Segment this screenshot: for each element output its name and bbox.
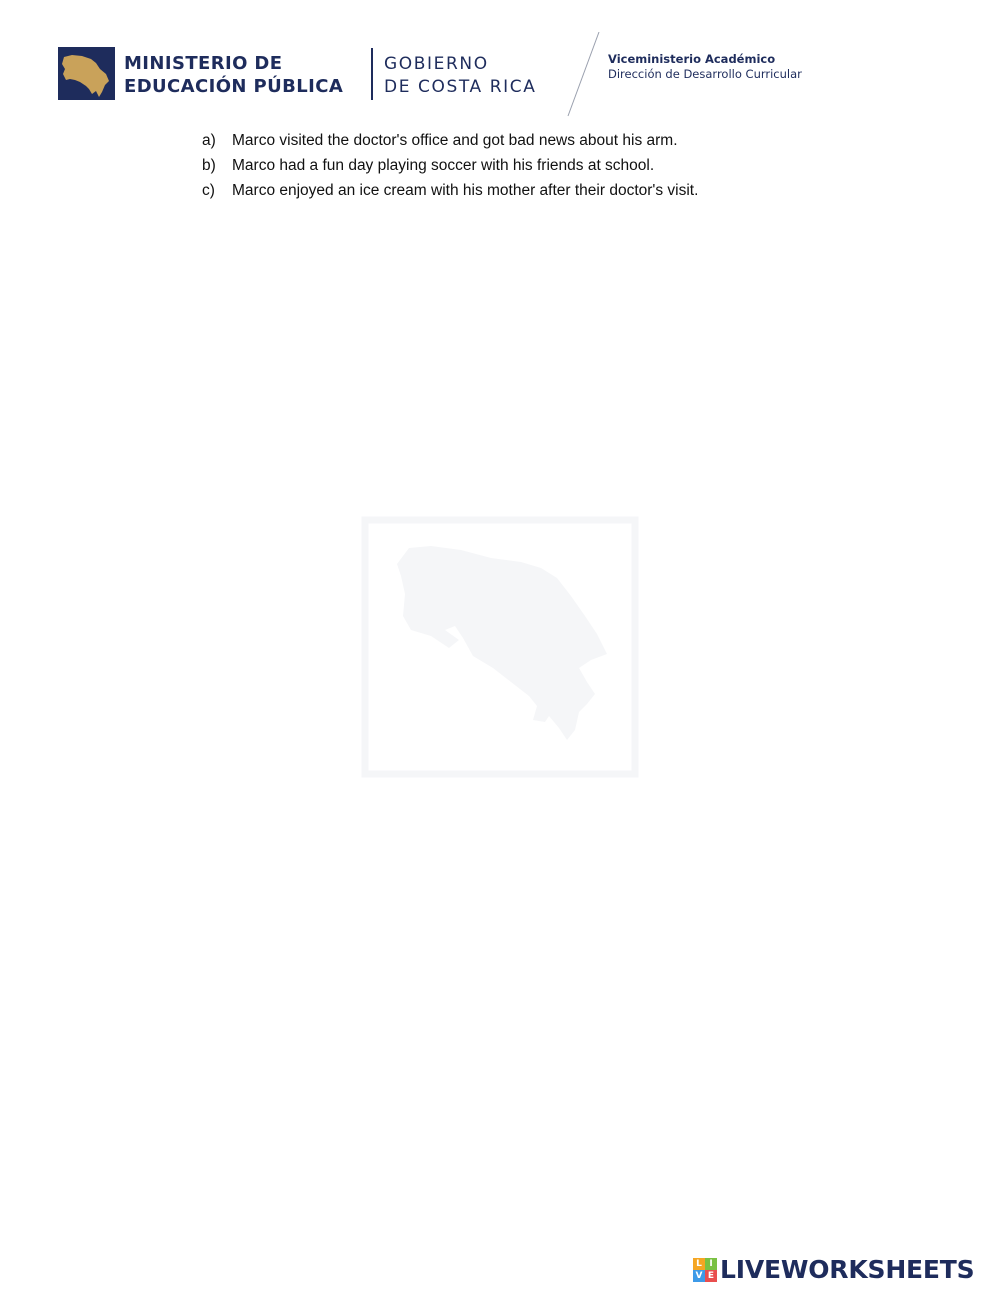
ministry-name bbox=[124, 52, 343, 98]
option-marker: a) bbox=[202, 132, 216, 149]
vice-ministry-title: Viceministerio Académico bbox=[608, 52, 776, 66]
logo-tile: L bbox=[693, 1258, 705, 1270]
option-c bbox=[202, 178, 698, 203]
option-marker: c) bbox=[202, 182, 215, 199]
option-text: Marco had a fun day playing soccer with his friends at school. bbox=[232, 157, 655, 174]
option-marker: b) bbox=[202, 157, 216, 174]
ministry-line-2: EDUCACIÓN PÚBLICA bbox=[124, 76, 344, 97]
liveworksheets-logo-icon bbox=[693, 1258, 717, 1282]
answer-options-list bbox=[202, 128, 698, 203]
costa-rica-map-icon bbox=[58, 47, 115, 100]
header-divider bbox=[371, 48, 373, 100]
header-slash-divider bbox=[566, 32, 602, 118]
logo-tile: V bbox=[693, 1270, 705, 1282]
government-line-1: GOBIERNO bbox=[384, 54, 489, 74]
curriculum-direction: Dirección de Desarrollo Curricular bbox=[608, 67, 802, 81]
option-text: Marco visited the doctor's office and got bad news about his arm. bbox=[232, 132, 678, 149]
logo-tile: I bbox=[705, 1258, 717, 1270]
liveworksheets-brand bbox=[693, 1255, 974, 1285]
costa-rica-map-watermark bbox=[361, 516, 639, 778]
option-b bbox=[202, 153, 698, 178]
vice-ministry-block bbox=[608, 52, 802, 82]
document-header bbox=[0, 0, 1000, 120]
option-a bbox=[202, 128, 698, 153]
government-name bbox=[384, 53, 537, 99]
government-line-2: DE COSTA RICA bbox=[384, 77, 537, 97]
ministry-line-1: MINISTERIO DE bbox=[124, 53, 283, 74]
brand-name: LIVEWORKSHEETS bbox=[720, 1255, 975, 1284]
option-text: Marco enjoyed an ice cream with his mother after their doctor's visit. bbox=[232, 182, 699, 199]
mep-logo bbox=[58, 47, 115, 100]
logo-tile: E bbox=[705, 1270, 717, 1282]
